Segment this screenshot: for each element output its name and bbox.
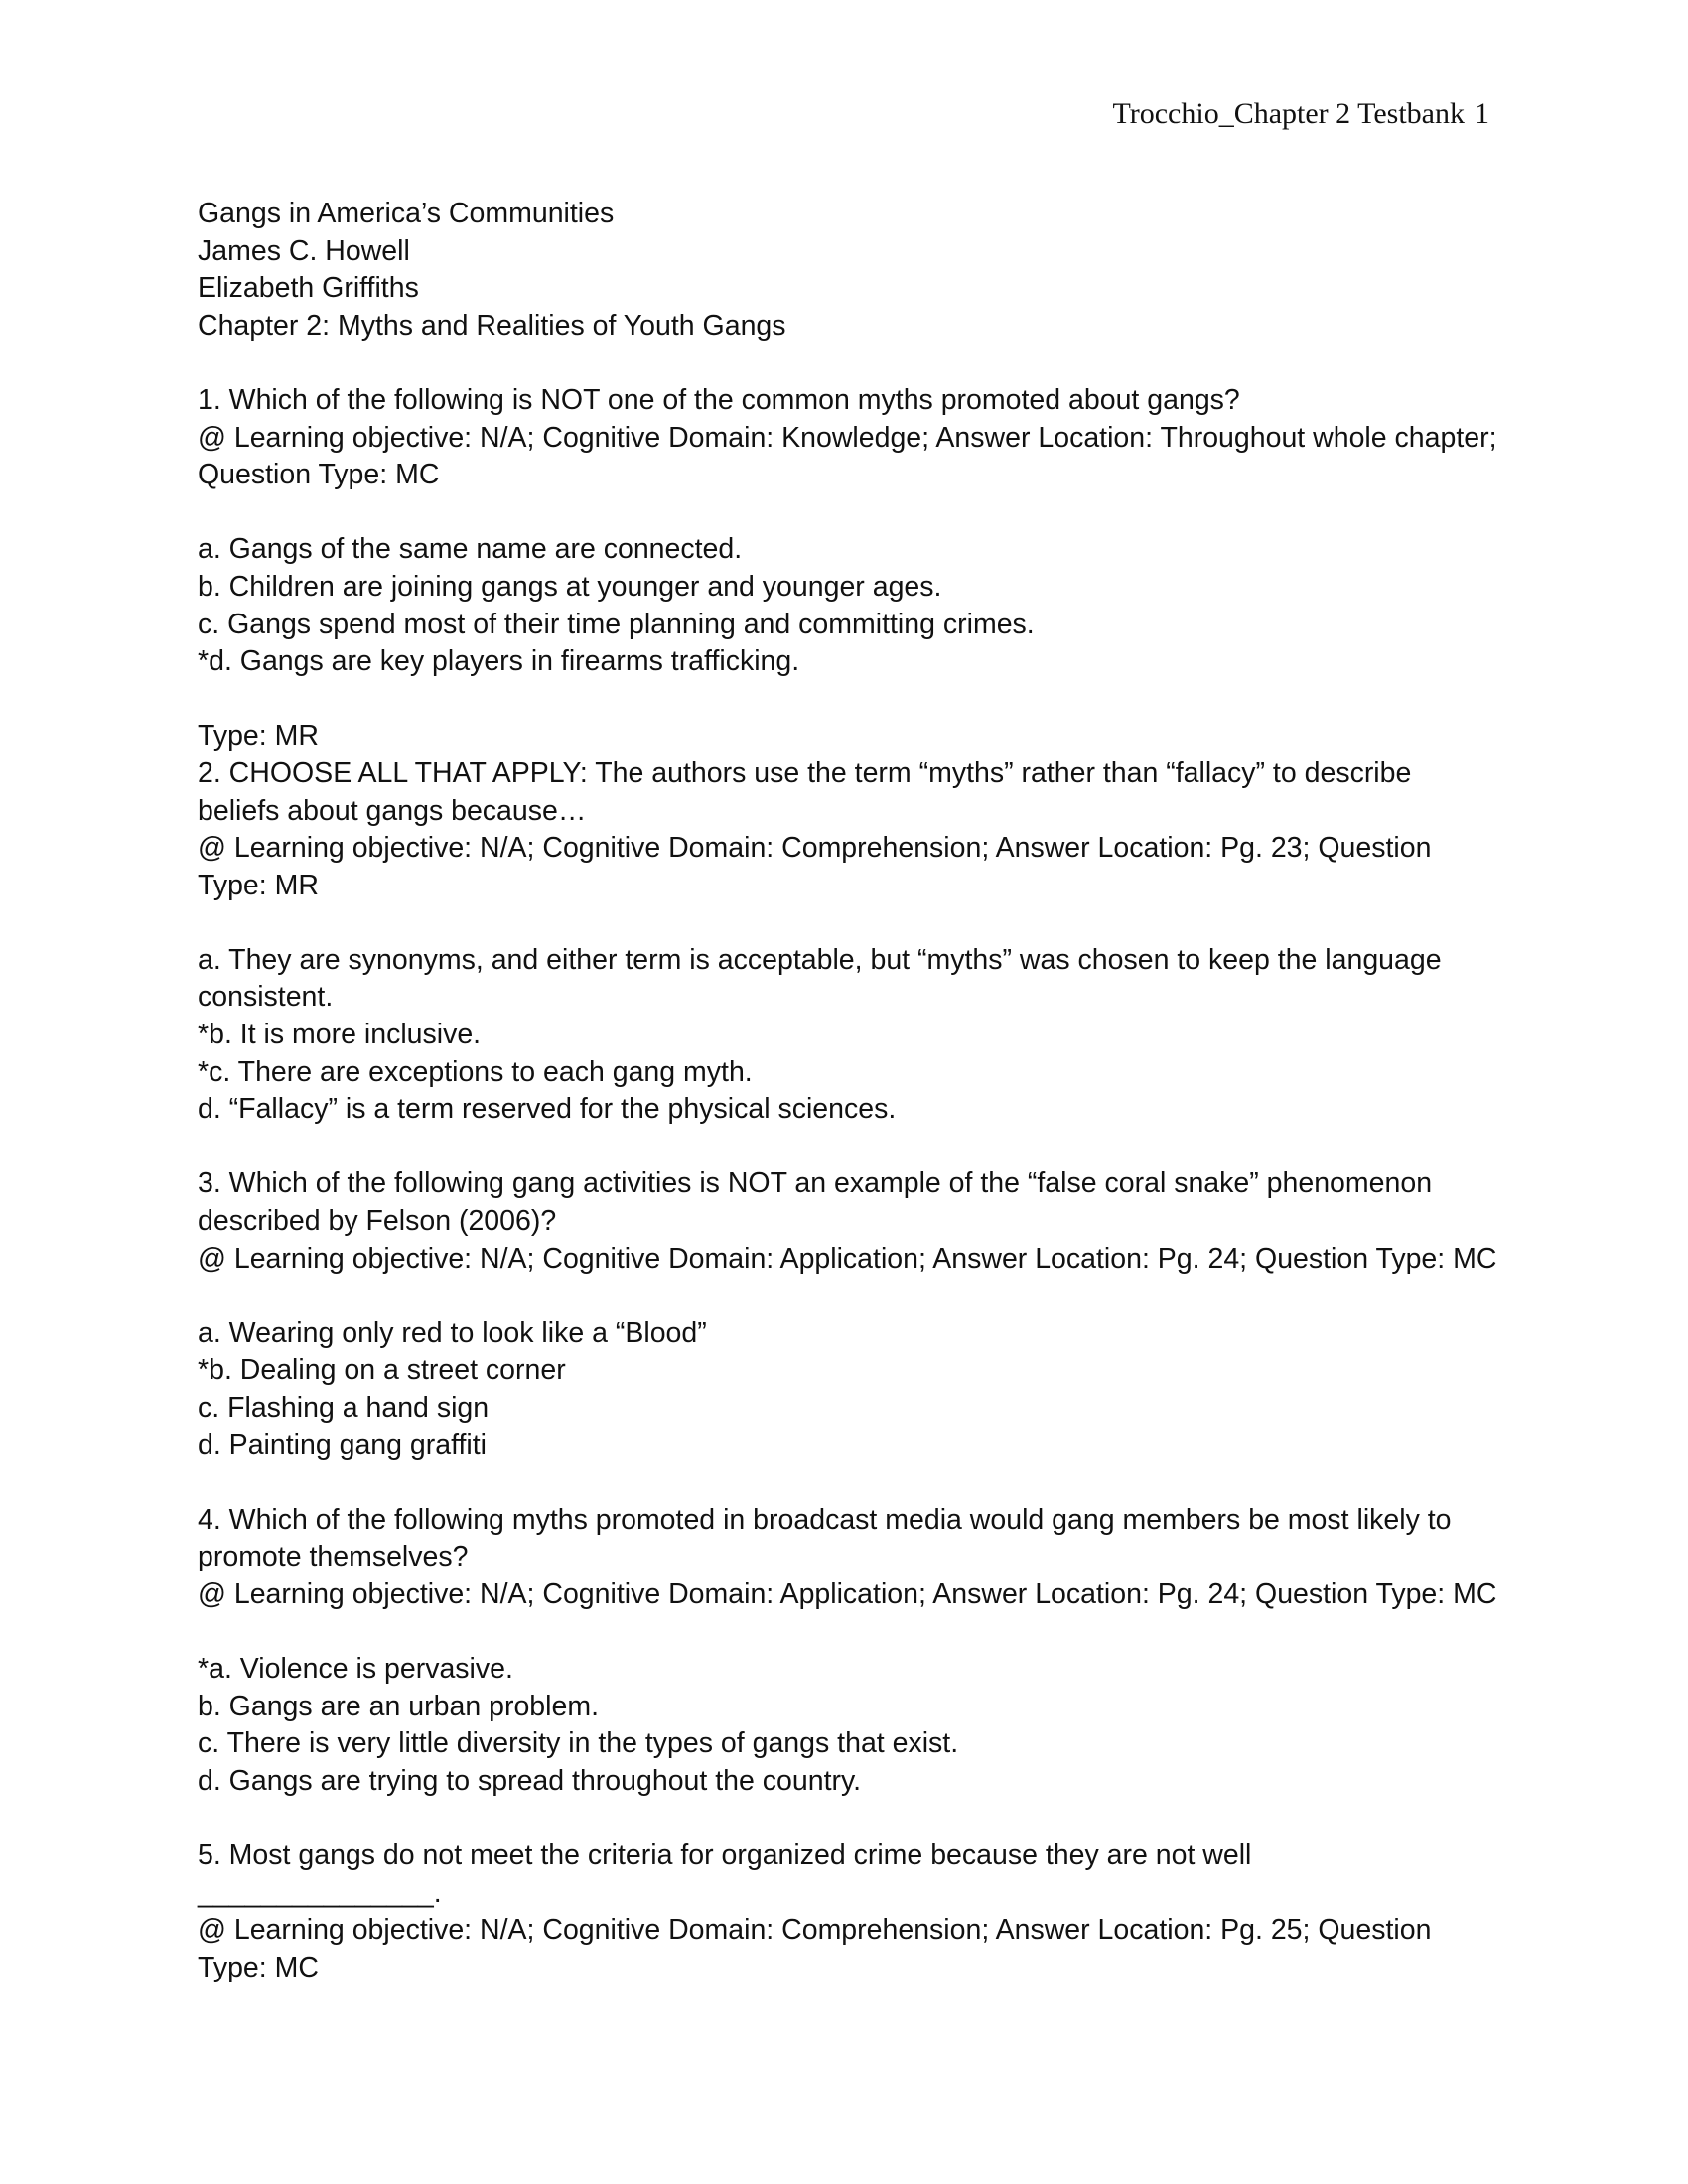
answer-option-correct: *b. Dealing on a street corner — [198, 1354, 566, 1387]
document-body — [198, 196, 1505, 2024]
question-meta: @ Learning objective: N/A; Cognitive Domain: Application; Answer Location: Pg. 24; Question Type: MC — [198, 1577, 1497, 1610]
question-stem: 2. CHOOSE ALL THAT APPLY: The authors use the term “myths” rather than “fallacy” to describe beliefs about gangs because… — [198, 756, 1420, 827]
question-1-options — [198, 531, 1498, 680]
question-meta: @ Learning objective: N/A; Cognitive Domain: Comprehension; Answer Location: Pg. 25; Question Type: MC — [198, 1914, 1439, 1983]
question-1 — [198, 382, 1505, 494]
question-stem: 3. Which of the following gang activities is NOT an example of the “false coral snake” phenomenon described by Felson (2006)? — [198, 1167, 1440, 1238]
question-meta: @ Learning objective: N/A; Cognitive Domain: Application; Answer Location: Pg. 24; Question Type: MC — [198, 1242, 1497, 1275]
author-name: Elizabeth Griffiths — [198, 272, 419, 305]
question-meta: @ Learning objective: N/A; Cognitive Domain: Comprehension; Answer Location: Pg. 23; Question Type: MR — [198, 832, 1439, 901]
question-4 — [198, 1502, 1498, 1614]
answer-option: a. Wearing only red to look like a “Blood” — [198, 1316, 707, 1349]
answer-option-correct: *c. There are exceptions to each gang myth. — [198, 1055, 753, 1088]
answer-option: a. Gangs of the same name are connected. — [198, 533, 743, 566]
running-title: Trocchio_Chapter 2 Testbank — [1112, 97, 1465, 130]
question-stem: 1. Which of the following is NOT one of the common myths promoted about gangs? — [198, 383, 1240, 416]
question-type-label: Type: MR — [198, 720, 319, 752]
answer-option: d. “Fallacy” is a term reserved for the physical sciences. — [198, 1093, 897, 1126]
page-header — [1112, 97, 1489, 131]
question-stem: 4. Which of the following myths promoted in broadcast media would gang members be most likely to promote themselves? — [198, 1503, 1460, 1573]
answer-option: b. Gangs are an urban problem. — [198, 1690, 599, 1722]
question-meta: @ Learning objective: N/A; Cognitive Domain: Knowledge; Answer Location: Throughout whole chapter; Question Type: MC — [198, 421, 1505, 491]
answer-option: d. Gangs are trying to spread throughout the country. — [198, 1764, 862, 1797]
question-2 — [198, 718, 1498, 904]
book-title: Gangs in America’s Communities — [198, 198, 615, 229]
question-2-options — [198, 942, 1498, 1129]
question-3-options — [198, 1315, 1498, 1464]
answer-option: c. There is very little diversity in the types of gangs that exist. — [198, 1727, 959, 1760]
title-block — [198, 196, 1498, 344]
question-stem: 5. Most gangs do not meet the criteria for organized crime because they are not well _______________. — [198, 1840, 1260, 1909]
answer-option: a. They are synonyms, and either term is acceptable, but “myths” was chosen to keep the language consistent. — [198, 943, 1450, 1014]
chapter-title: Chapter 2: Myths and Realities of Youth Gangs — [198, 309, 786, 341]
question-5 — [198, 1838, 1498, 1986]
answer-option-correct: *a. Violence is pervasive. — [198, 1653, 513, 1686]
answer-option-correct: *b. It is more inclusive. — [198, 1019, 482, 1051]
answer-option: d. Painting gang graffiti — [198, 1429, 488, 1461]
author-name: James C. Howell — [198, 234, 410, 267]
answer-option-correct: *d. Gangs are key players in firearms trafficking. — [198, 645, 800, 678]
answer-option: b. Children are joining gangs at younger and younger ages. — [198, 570, 942, 603]
page-number: 1 — [1475, 97, 1489, 130]
answer-option: c. Gangs spend most of their time planning and committing crimes. — [198, 608, 1035, 640]
answer-option: c. Flashing a hand sign — [198, 1392, 490, 1424]
question-4-options — [198, 1651, 1498, 1800]
question-3 — [198, 1165, 1498, 1278]
